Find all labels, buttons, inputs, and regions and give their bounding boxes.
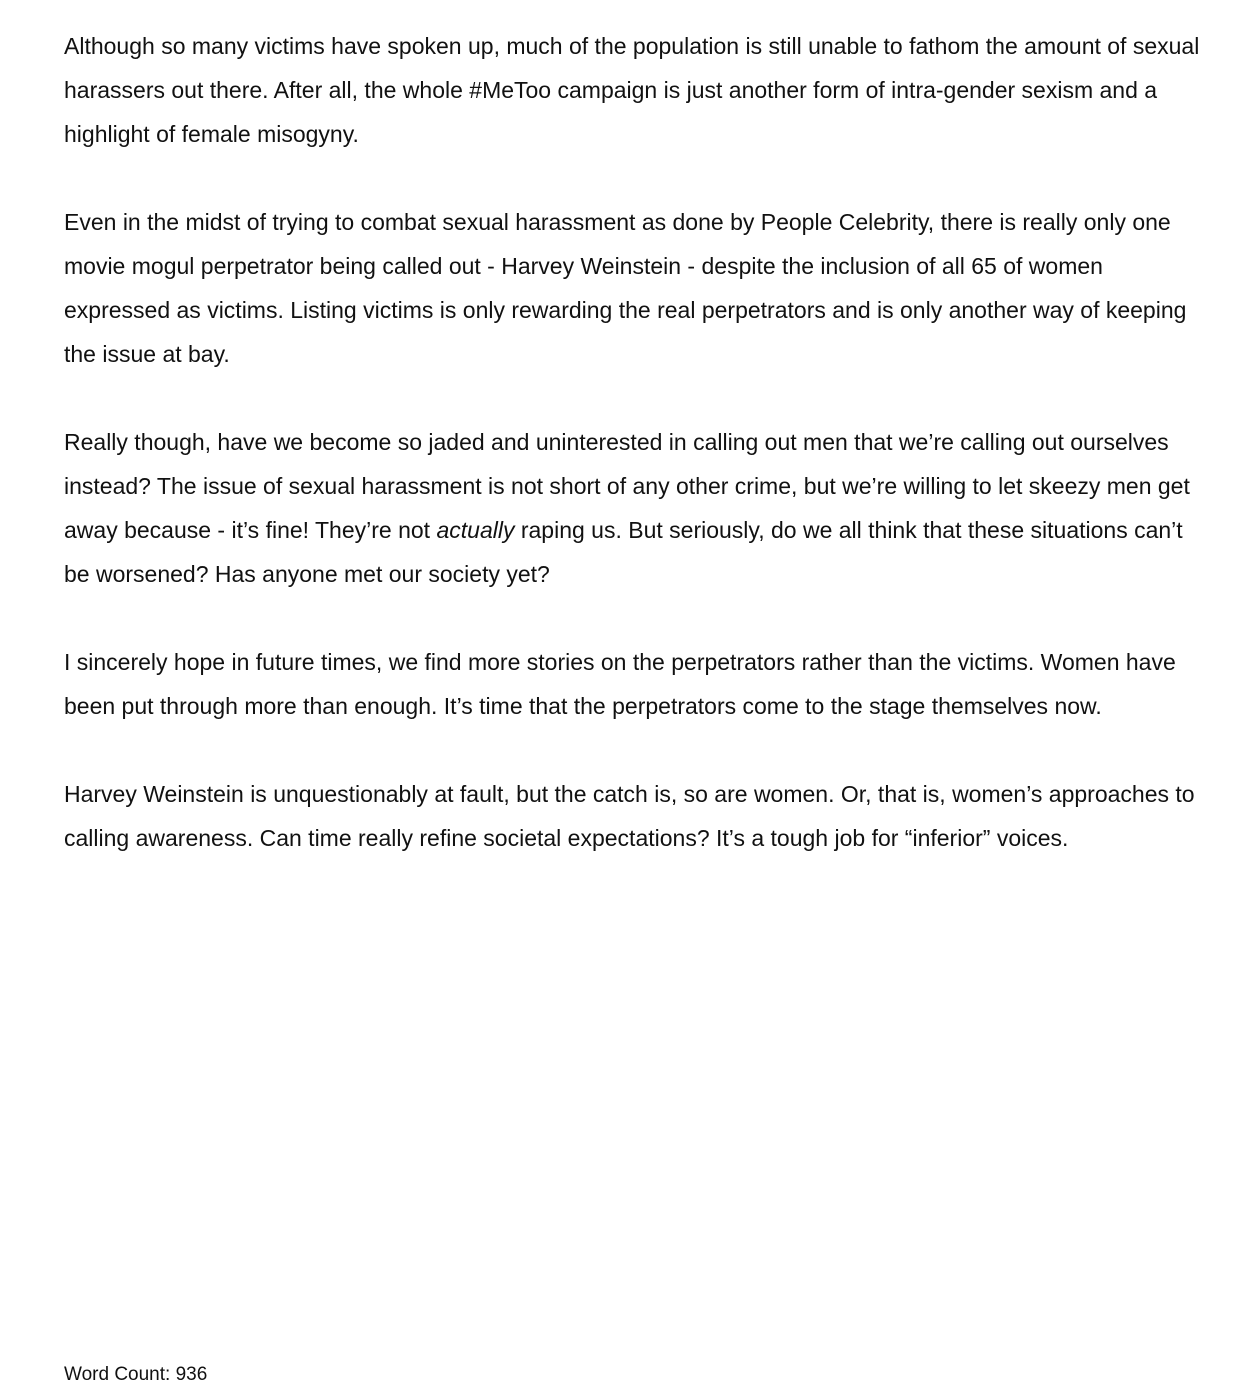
paragraph-3 bbox=[64, 420, 1214, 596]
paragraph-2: Even in the midst of trying to combat sexual harassment as done by People Celebrity, there is really only one movie mogul perpetrator being called out - Harvey Weinstein - despite the inclusion of all 65 of women expressed as victims. Listing victims is only rewarding the real perpetrators and is only another way of keeping the issue at bay. bbox=[64, 209, 1187, 367]
emphasized-word: actually bbox=[436, 517, 515, 543]
paragraph-3-start: Really though, have we become so jaded and uninterested in calling out men that we’re calling out ourselves instead? The issue of sexual harassment is not short of any other crime, but we’re willing to let skeezy men get away because - it’s fine! They’re not bbox=[64, 429, 1190, 543]
paragraph-4: I sincerely hope in future times, we find more stories on the perpetrators rather than the victims. Women have been put through more than enough. It’s time that the perpetrators come to the stage themselves now. bbox=[64, 649, 1176, 719]
paragraph-3-end: raping us. But seriously, do we all think that these situations can’t be worsened? Has anyone met our society yet? bbox=[64, 517, 1183, 587]
document-body bbox=[64, 24, 1214, 904]
paragraph-1: Although so many victims have spoken up, much of the population is still unable to fathom the amount of sexual harassers out there. After all, the whole #MeToo campaign is just another form of intra-gender sexism and a highlight of female misogyny. bbox=[64, 33, 1200, 147]
word-count: Word Count: 936 bbox=[64, 1364, 208, 1385]
paragraph-5: Harvey Weinstein is unquestionably at fault, but the catch is, so are women. Or, that is, women’s approaches to calling awareness. Can time really refine societal expectations? It’s a tough job for “inferior” voices. bbox=[64, 781, 1195, 851]
